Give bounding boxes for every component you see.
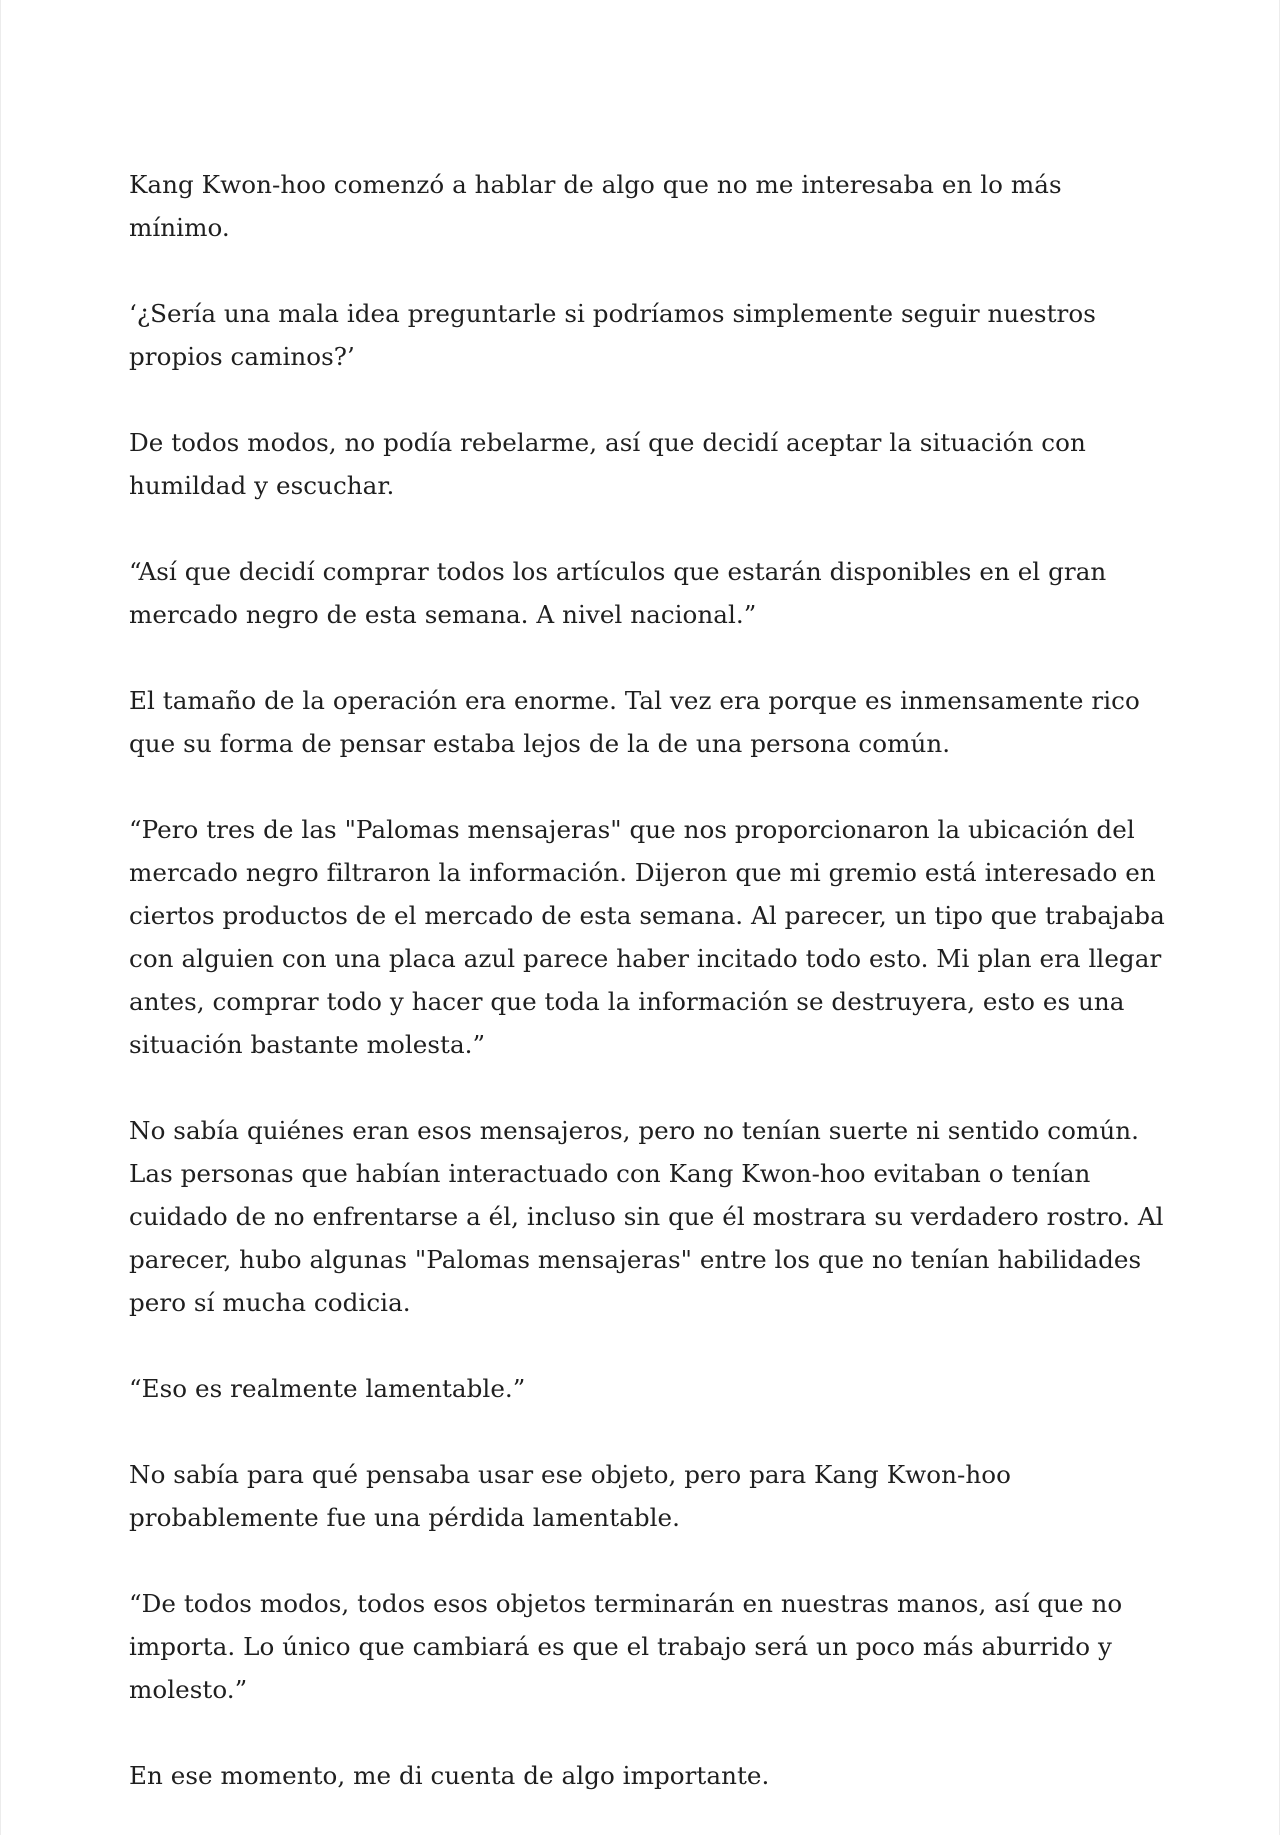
paragraph: Kang Kwon-hoo comenzó a hablar de algo que no me interesaba en lo más mínimo.: [129, 170, 1062, 242]
paragraph: ‘¿Sería una mala idea preguntarle si podríamos simplemente seguir nuestros propios caminos?’: [129, 299, 1096, 371]
paragraph: “Pero tres de las "Palomas mensajeras" que nos proporcionaron la ubicación del mercado negro filtraron la información. Dijeron que mi gremio está interesado en ciertos productos de el mercado de esta semana. Al parecer, un tipo que trabajaba con alguien con una placa azul parece haber incitado todo esto. Mi plan era llegar antes, comprar todo y hacer que toda la información se destruyera, esto es una situación bastante molesta.”: [129, 815, 1165, 1059]
paragraph: “Así que decidí comprar todos los artículos que estarán disponibles en el gran mercado negro de esta semana. A nivel nacional.”: [129, 557, 1107, 629]
document-body: [129, 163, 1169, 1797]
paragraph: No sabía quiénes eran esos mensajeros, pero no tenían suerte ni sentido común. Las personas que habían interactuado con Kang Kwon-hoo evitaban o tenían cuidado de no enfrentarse a él, incluso sin que él mostrara su verdadero rostro. Al parecer, hubo algunas "Palomas mensajeras" entre los que no tenían habilidades pero sí mucha codicia.: [129, 1116, 1164, 1317]
paragraph: “Eso es realmente lamentable.”: [129, 1374, 526, 1403]
paragraph: El tamaño de la operación era enorme. Tal vez era porque es inmensamente rico que su forma de pensar estaba lejos de la de una persona común.: [129, 686, 1140, 758]
paragraph: “De todos modos, todos esos objetos terminarán en nuestras manos, así que no importa. Lo único que cambiará es que el trabajo será un poco más aburrido y molesto.”: [129, 1589, 1123, 1704]
paragraph: De todos modos, no podía rebelarme, así que decidí aceptar la situación con humildad y escuchar.: [129, 428, 1086, 500]
paragraph: No sabía para qué pensaba usar ese objeto, pero para Kang Kwon-hoo probablemente fue una pérdida lamentable.: [129, 1460, 1011, 1532]
paragraph: En ese momento, me di cuenta de algo importante.: [129, 1761, 770, 1790]
